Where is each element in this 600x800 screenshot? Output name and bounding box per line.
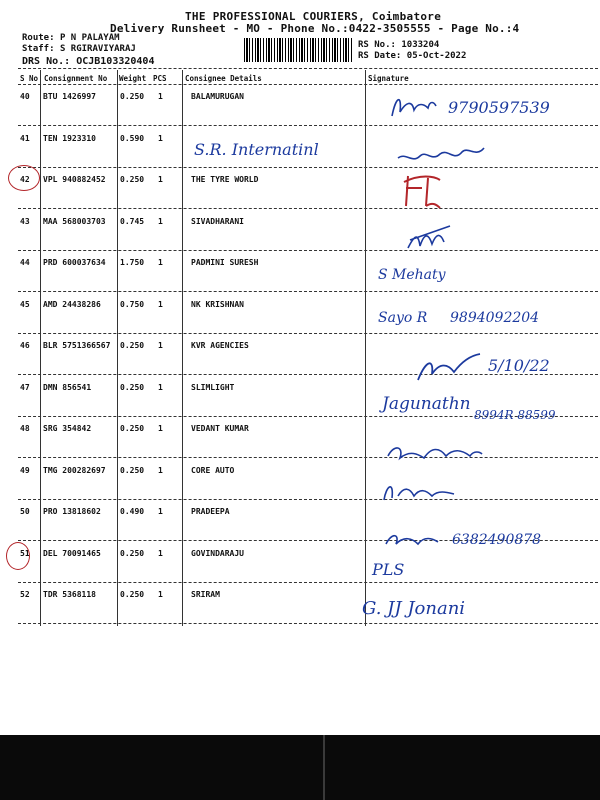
handwritten-phone-40: 9790597539 bbox=[448, 98, 550, 117]
row-pcs: 1 bbox=[158, 299, 163, 309]
col-signature: Signature bbox=[368, 74, 409, 83]
row-separator bbox=[18, 208, 598, 209]
signature-51 bbox=[382, 528, 442, 550]
row-weight: 0.250 bbox=[120, 92, 145, 101]
row-consignee: SIVADHARANI bbox=[191, 216, 244, 226]
row-separator bbox=[18, 499, 598, 500]
row-pcs: 1 bbox=[158, 175, 163, 184]
row-pcs: 1 bbox=[158, 216, 163, 226]
row-consignment-no: AMD 24438286 bbox=[43, 299, 101, 309]
scan-seam bbox=[323, 735, 325, 800]
signature-43 bbox=[404, 222, 454, 252]
row-weight: 0.490 bbox=[120, 507, 145, 516]
row-sno: 51 bbox=[20, 548, 30, 558]
red-circle-mark bbox=[8, 165, 40, 191]
row-weight: 0.750 bbox=[120, 299, 145, 309]
staff-label: Staff: bbox=[22, 44, 55, 54]
col-divider bbox=[40, 70, 41, 626]
row-sno: 40 bbox=[20, 92, 30, 101]
rs-date-value: 05-Oct-2022 bbox=[406, 51, 467, 61]
handwritten-date-46: 5/10/22 bbox=[488, 356, 550, 375]
row-weight: 0.250 bbox=[120, 424, 145, 433]
col-divider bbox=[365, 70, 366, 626]
col-consignee: Consignee Details bbox=[185, 74, 262, 83]
row-weight: 0.250 bbox=[120, 382, 145, 392]
row-sno: 43 bbox=[20, 216, 30, 226]
col-pcs: PCS bbox=[153, 74, 167, 83]
handwritten-name-41: S.R. Internatinl bbox=[194, 140, 319, 159]
row-consignee: PADMINI SURESH bbox=[191, 258, 259, 267]
row-pcs: 1 bbox=[158, 341, 163, 350]
row-consignment-no: BTU 1426997 bbox=[43, 92, 96, 101]
signature-50 bbox=[378, 476, 458, 506]
signature-42 bbox=[400, 172, 442, 212]
row-pcs: 1 bbox=[158, 133, 163, 143]
signature-40 bbox=[388, 92, 438, 122]
row-consignee: BALAMURUGAN bbox=[191, 92, 244, 101]
row-weight: 0.590 bbox=[120, 133, 145, 143]
row-sno: 44 bbox=[20, 258, 30, 267]
row-sno: 50 bbox=[20, 507, 30, 516]
handwritten-name-51: PLS bbox=[372, 560, 405, 579]
rs-no-line bbox=[358, 40, 439, 50]
row-separator bbox=[18, 125, 598, 126]
red-circle-mark bbox=[6, 542, 30, 570]
row-pcs: 1 bbox=[158, 424, 163, 433]
route-value: P N PALAYAM bbox=[59, 33, 120, 43]
rs-date-line bbox=[358, 51, 466, 61]
row-pcs: 1 bbox=[158, 92, 163, 101]
row-sno: 48 bbox=[20, 424, 30, 433]
row-pcs: 1 bbox=[158, 548, 163, 558]
row-consignee: KVR AGENCIES bbox=[191, 341, 249, 350]
company-title: THE PROFESSIONAL COURIERS, Coimbatore bbox=[185, 10, 442, 23]
row-consignment-no: BLR 5751366567 bbox=[43, 341, 111, 350]
row-consignee: SLIMLIGHT bbox=[191, 382, 235, 392]
runsheet-title: Delivery Runsheet - MO - Phone No.:0422-3505555 - Page No.:4 bbox=[110, 22, 520, 35]
row-consignment-no: TMG 200282697 bbox=[43, 465, 106, 475]
row-consignment-no: DEL 70091465 bbox=[43, 548, 101, 558]
barcode-image bbox=[244, 38, 354, 62]
row-weight: 0.745 bbox=[120, 216, 145, 226]
handwritten-name-45: Sayo R bbox=[378, 310, 428, 326]
signature-49 bbox=[384, 440, 484, 466]
row-weight: 0.250 bbox=[120, 175, 145, 184]
row-consignment-no: VPL 940882452 bbox=[43, 175, 106, 184]
row-consignment-no: PRD 600037634 bbox=[43, 258, 106, 267]
handwritten-phone-51: 6382490878 bbox=[452, 532, 542, 548]
header-bottom-rule bbox=[18, 84, 598, 85]
handwritten-name-47: Jagunathn bbox=[382, 394, 471, 414]
row-consignment-no: DMN 856541 bbox=[43, 382, 92, 392]
row-separator bbox=[18, 333, 598, 334]
staff-line bbox=[22, 44, 136, 54]
row-consignee: THE TYRE WORLD bbox=[191, 175, 259, 184]
row-pcs: 1 bbox=[158, 382, 163, 392]
row-sno: 41 bbox=[20, 133, 30, 143]
row-separator bbox=[18, 623, 598, 624]
row-sno: 46 bbox=[20, 341, 30, 350]
row-consignment-no: TEN 1923310 bbox=[43, 133, 96, 143]
row-sno: 42 bbox=[20, 175, 30, 184]
handwritten-name-52: G. JJ Jonani bbox=[362, 598, 466, 619]
row-consignment-no: MAA 568003703 bbox=[43, 216, 106, 226]
row-weight: 0.250 bbox=[120, 548, 145, 558]
drs-value: OCJB103320404 bbox=[76, 56, 155, 67]
row-pcs: 1 bbox=[158, 258, 163, 267]
row-weight: 0.250 bbox=[120, 465, 145, 475]
row-separator bbox=[18, 582, 598, 583]
route-line bbox=[22, 33, 120, 43]
col-weight: Weight bbox=[119, 74, 147, 83]
handwritten-phone-45: 9894092204 bbox=[450, 310, 540, 326]
row-sno: 47 bbox=[20, 382, 30, 392]
row-consignment-no: PRO 13818602 bbox=[43, 507, 101, 516]
row-consignee: VEDANT KUMAR bbox=[191, 424, 249, 433]
rs-no-label: RS No.: bbox=[358, 40, 396, 50]
row-separator bbox=[18, 457, 598, 458]
col-divider bbox=[117, 70, 118, 626]
row-consignee: CORE AUTO bbox=[191, 465, 235, 475]
header-top-rule bbox=[18, 68, 598, 69]
row-consignee: SRIRAM bbox=[191, 590, 220, 599]
signature-41 bbox=[396, 140, 486, 166]
row-consignee: NK KRISHNAN bbox=[191, 299, 244, 309]
row-weight: 1.750 bbox=[120, 258, 145, 267]
route-label: Route: bbox=[22, 33, 55, 43]
row-separator bbox=[18, 291, 598, 292]
handwritten-name-44: S Mehaty bbox=[378, 267, 446, 283]
rs-date-label: RS Date: bbox=[358, 51, 402, 61]
row-separator bbox=[18, 167, 598, 168]
drs-label: DRS No.: bbox=[22, 56, 71, 67]
row-pcs: 1 bbox=[158, 507, 163, 516]
row-pcs: 1 bbox=[158, 590, 163, 599]
row-consignment-no: TDR 5368118 bbox=[43, 590, 96, 599]
row-consignee: GOVINDARAJU bbox=[191, 548, 244, 558]
row-sno: 52 bbox=[20, 590, 30, 599]
row-sno: 49 bbox=[20, 465, 30, 475]
row-consignee: PRADEEPA bbox=[191, 507, 230, 516]
col-consignment: Consignment No bbox=[44, 74, 108, 83]
scan-dark-border bbox=[0, 735, 600, 800]
row-consignment-no: SRG 354842 bbox=[43, 424, 92, 433]
handwritten-phone-48: 8994R 88599 bbox=[474, 408, 556, 422]
drs-line bbox=[22, 56, 154, 67]
col-divider bbox=[182, 70, 183, 626]
row-weight: 0.250 bbox=[120, 590, 145, 599]
staff-value: S RGIRAVIYARAJ bbox=[59, 44, 136, 54]
col-sno: S No bbox=[20, 74, 39, 83]
signature-46 bbox=[414, 350, 484, 386]
row-separator bbox=[18, 250, 598, 251]
row-pcs: 1 bbox=[158, 465, 163, 475]
row-sno: 45 bbox=[20, 299, 30, 309]
row-weight: 0.250 bbox=[120, 341, 145, 350]
rs-no-value: 1033204 bbox=[401, 40, 440, 50]
